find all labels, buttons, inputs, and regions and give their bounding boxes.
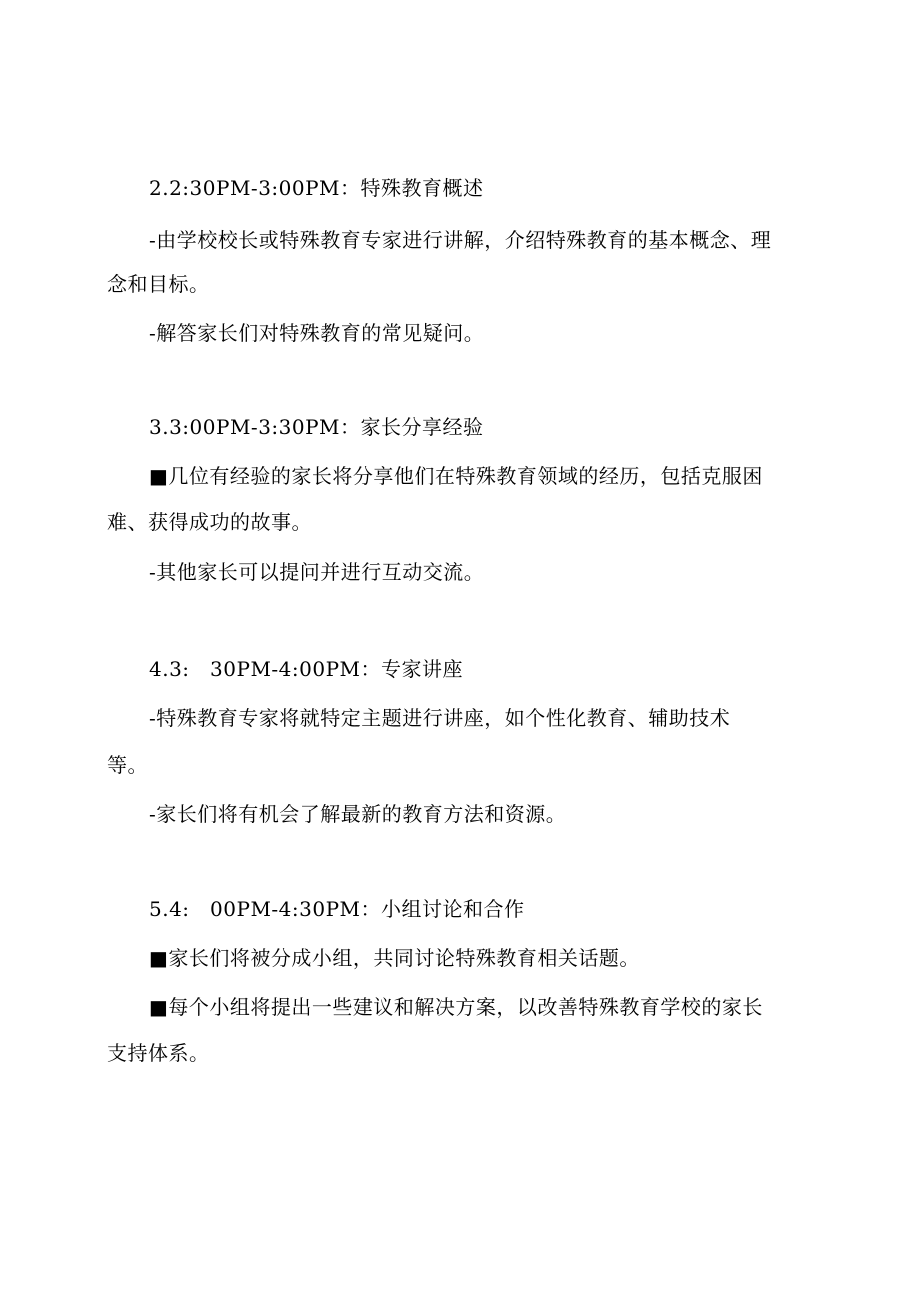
paragraph-line: ■每个小组将提出一些建议和解决方案，以改善特殊教育学校的家长 [149,995,763,1019]
paragraph-line: ■家长们将被分成小组，共同讨论特殊教育相关话题。 [149,946,640,970]
paragraph-line: -家长们将有机会了解最新的教育方法和资源。 [149,802,567,826]
paragraph-line: -其他家长可以提问并进行互动交流。 [149,560,485,584]
section-heading: 4.3: 30PM-4:00PM：专家讲座 [149,657,464,681]
section-heading: 2.2:30PM-3:00PM：特殊教育概述 [149,176,484,200]
paragraph-line: 念和目标。 [107,272,210,296]
paragraph-line: 难、获得成功的故事。 [107,510,312,534]
paragraph-line: ■几位有经验的家长将分享他们在特殊教育领域的经历，包括克服困 [149,464,763,488]
paragraph-line: -解答家长们对特殊教育的常见疑问。 [149,321,485,345]
paragraph-line: -特殊教育专家将就特定主题进行讲座，如个性化教育、辅助技术 [149,706,731,730]
paragraph-line: 支持体系。 [107,1041,210,1065]
paragraph-line: -由学校校长或特殊教育专家进行讲解，介绍特殊教育的基本概念、理 [149,228,772,252]
section-heading: 3.3:00PM-3:30PM：家长分享经验 [149,415,484,439]
section-heading: 5.4: 00PM-4:30PM：小组讨论和合作 [149,897,525,921]
paragraph-line: 等。 [107,753,148,777]
